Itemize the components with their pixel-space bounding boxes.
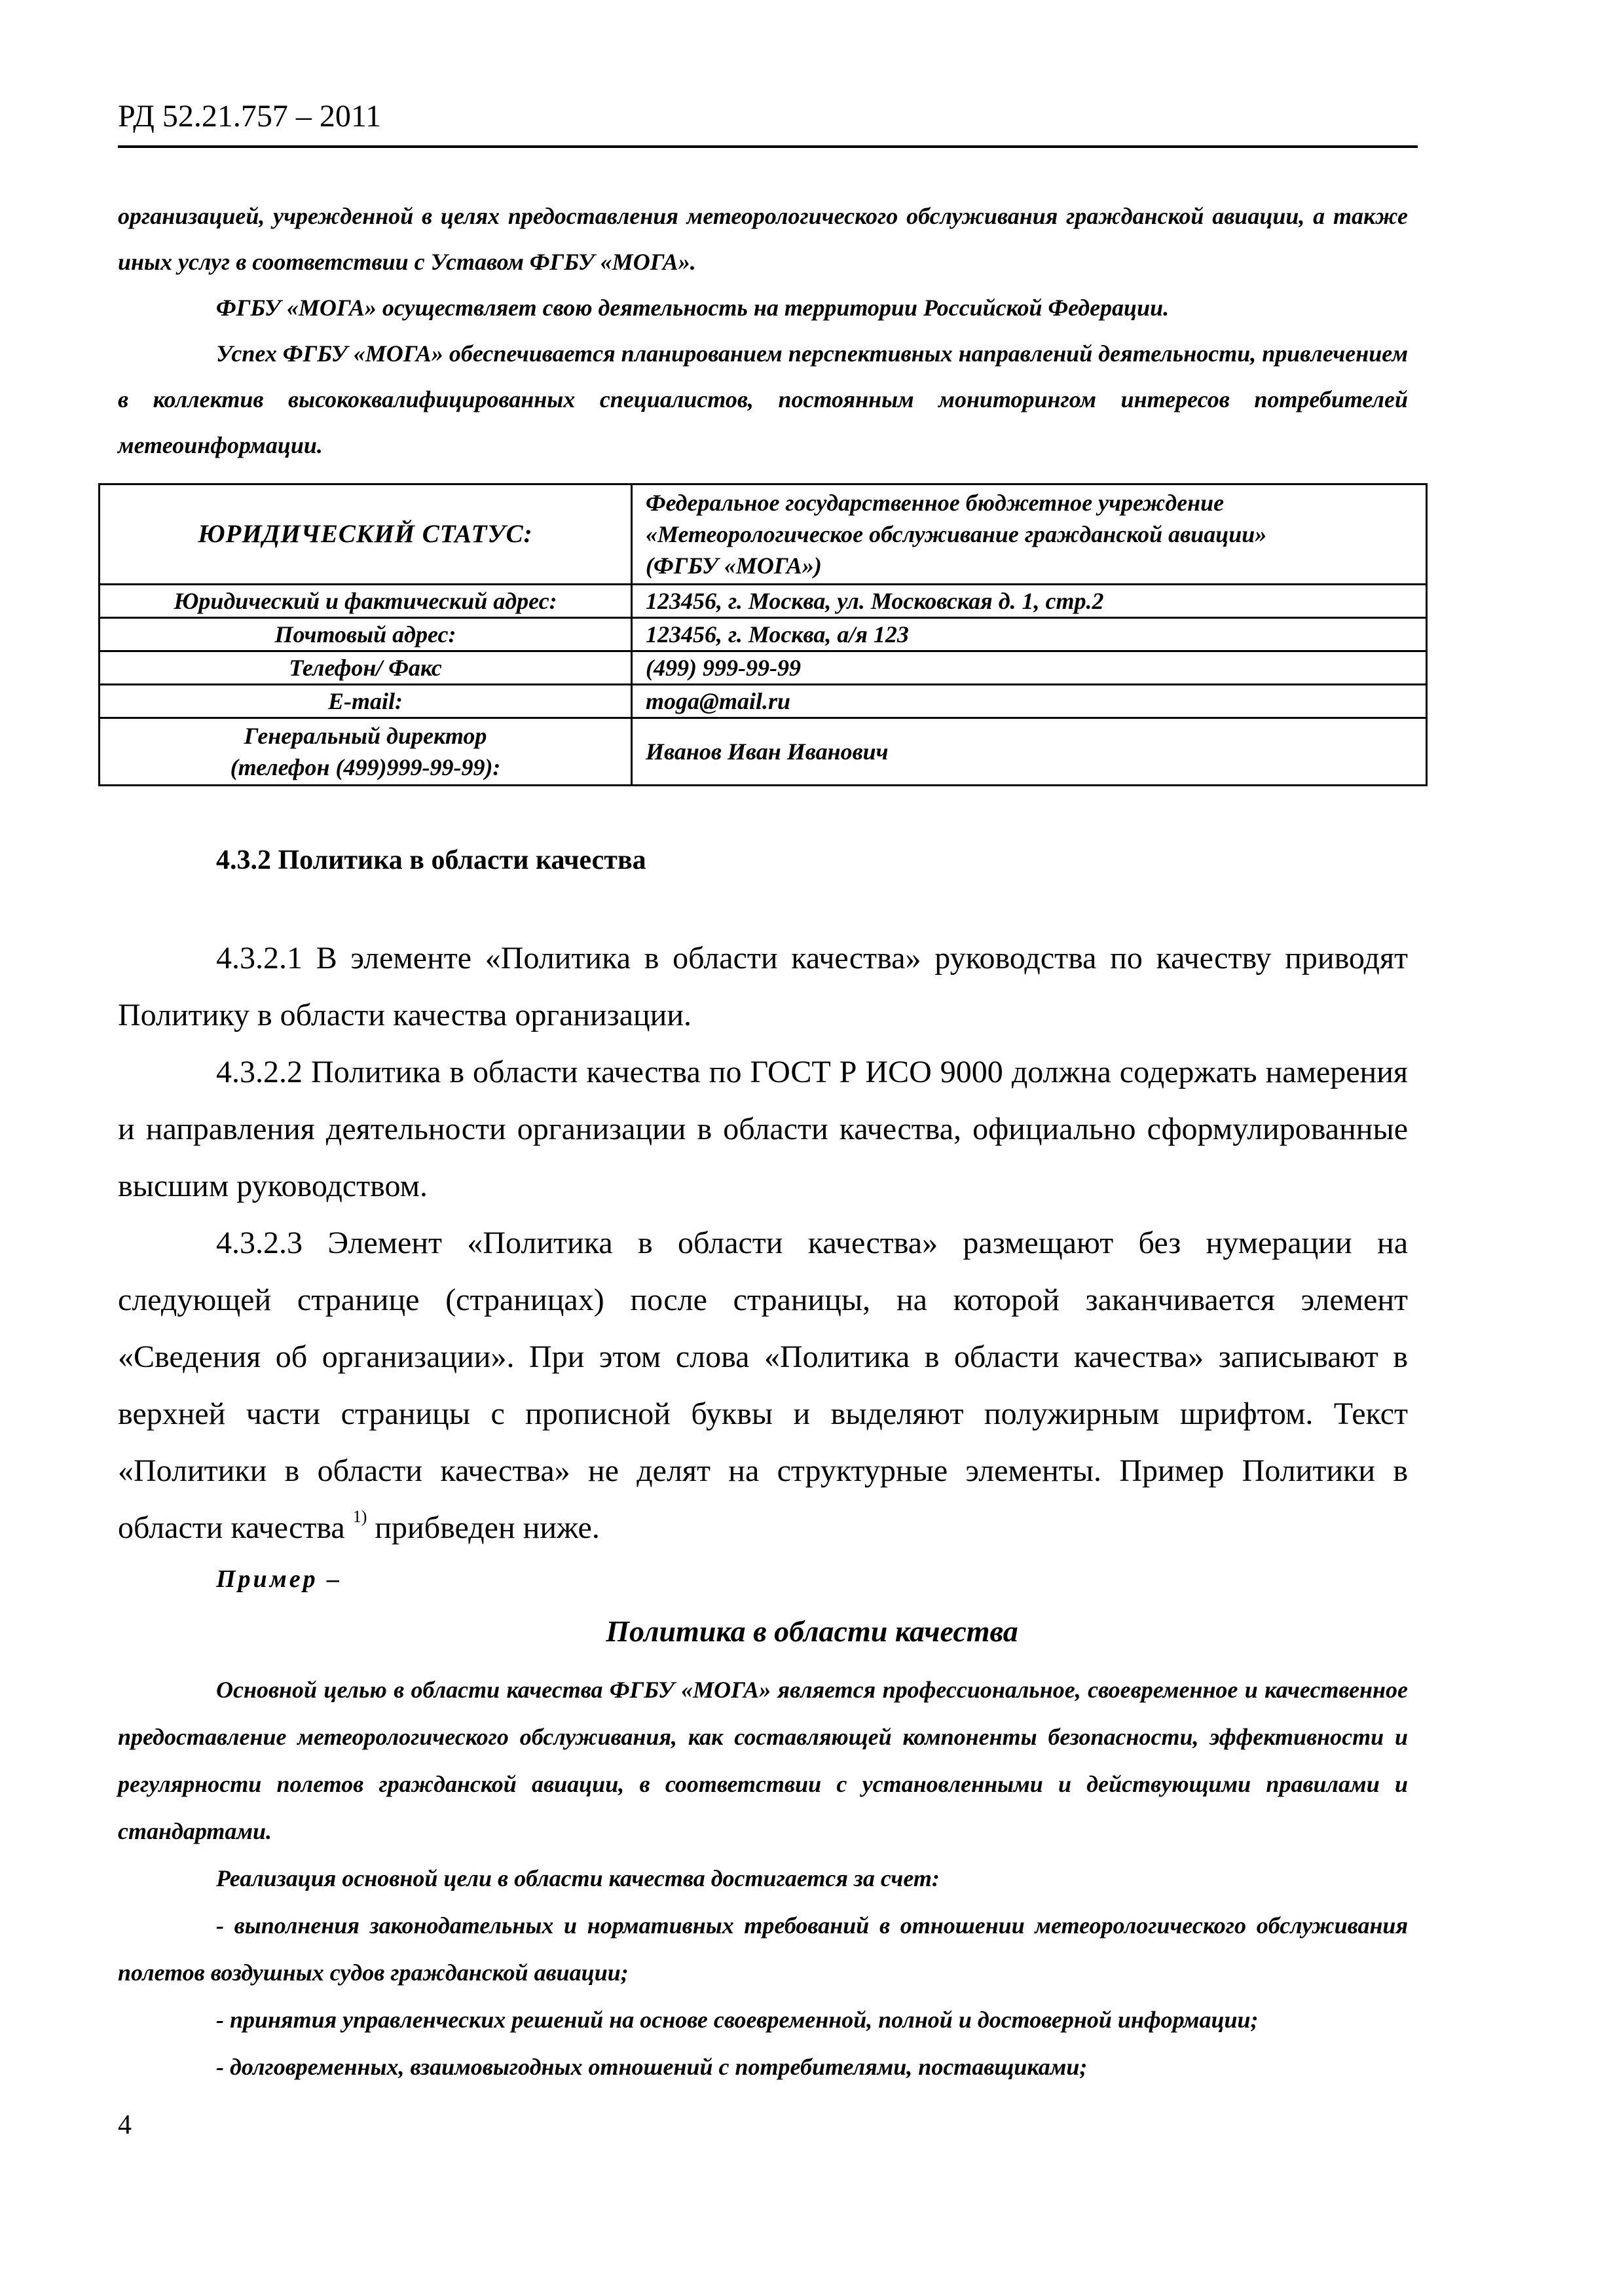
status-line-3: (ФГБУ «МОГА») bbox=[646, 553, 822, 579]
section-body bbox=[118, 930, 1408, 1556]
table-row bbox=[100, 484, 1427, 585]
email-label: E-mail: bbox=[100, 685, 632, 718]
organization-info-table bbox=[98, 483, 1428, 786]
address-value: 123456, г. Москва, ул. Московская д. 1, стр.2 bbox=[632, 585, 1427, 618]
table-row bbox=[100, 651, 1427, 685]
section-paragraph-2: 4.3.2.2 Политика в области качества по ГОСТ Р ИСО 9000 должна содержать намерения и направления деятельности организации в области качества, официально сформулированные высшим руководством. bbox=[118, 1055, 1408, 1203]
document-code: РД 52.21.757 – 2011 bbox=[118, 99, 382, 134]
example-paragraph-1: Основной целью в области качества ФГБУ «МОГА» является профессиональное, своевременное и качественное предоставление метеорологического обслуживания, как составляющей компоненты безопасности, эффективности и регулярности полетов гражданской авиации, в соответствии с установленными и действующими правилами и стандартами. bbox=[118, 1677, 1408, 1844]
intro-paragraph-2: ФГБУ «МОГА» осуществляет свою деятельность на территории Российской Федерации. bbox=[216, 295, 1170, 321]
section-title: 4.3.2 Политика в области качества bbox=[216, 845, 646, 875]
status-line-2: «Метеорологическое обслуживание гражданской авиации» bbox=[646, 521, 1267, 547]
table-row bbox=[100, 618, 1427, 651]
example-paragraph-4: - принятия управленческих решений на основе своевременной, полной и достоверной информации; bbox=[216, 2007, 1259, 2033]
footnote-marker: 1) bbox=[352, 1507, 367, 1526]
header-divider bbox=[118, 145, 1418, 148]
example-paragraph-5: - долговременных, взаимовыгодных отношений с потребителями, поставщиками; bbox=[216, 2054, 1088, 2080]
address-label: Юридический и фактический адрес: bbox=[100, 585, 632, 618]
intro-paragraph-3: Успех ФГБУ «МОГА» обеспечивается планированием перспективных направлений деятельности, привлечением в коллектив высококвалифицированных специалистов, постоянным мониторингом интересов потребителей метеоинформации. bbox=[118, 340, 1408, 458]
section-paragraph-1: 4.3.2.1 В элементе «Политика в области качества» руководства по качеству приводят Политику в области качества организации. bbox=[118, 941, 1408, 1032]
intro-paragraph-1: организацией, учрежденной в целях предоставления метеорологического обслуживания гражданской авиации, а также иных услуг в соответствии с Уставом ФГБУ «МОГА». bbox=[118, 203, 1408, 275]
phone-label: Телефон/ Факс bbox=[100, 651, 632, 685]
example-body bbox=[118, 1666, 1408, 2090]
director-label-line-1: Генеральный директор bbox=[244, 723, 487, 749]
example-title: Политика в области качества bbox=[606, 1614, 1018, 1648]
table-row bbox=[100, 718, 1427, 786]
section-paragraph-3-text: 4.3.2.3 Элемент «Политика в области качества» размещают без нумерации на следующей странице (страницах) после страницы, на которой заканчивается элемент «Сведения об организации». При этом слова «Политика в области качества» записывают в верхней части страницы с прописной буквы и выделяют полужирным шрифтом. Текст «Политики в области качества» не делят на структурные элементы. Пример Политики в области качества bbox=[118, 1226, 1408, 1545]
director-label bbox=[100, 718, 632, 786]
example-label: Пример – bbox=[216, 1565, 342, 1593]
status-line-1: Федеральное государственное бюджетное учреждение bbox=[646, 490, 1225, 516]
postal-label: Почтовый адрес: bbox=[100, 618, 632, 651]
postal-value: 123456, г. Москва, а/я 123 bbox=[632, 618, 1427, 651]
table-row bbox=[100, 685, 1427, 718]
section-paragraph-3 bbox=[118, 1214, 1408, 1556]
phone-value: (499) 999-99-99 bbox=[632, 651, 1427, 685]
email-value: moga@mail.ru bbox=[632, 685, 1427, 718]
example-paragraph-2: Реализация основной цели в области качества достигается за счет: bbox=[216, 1865, 940, 1891]
legal-status-label: ЮРИДИЧЕСКИЙ СТАТУС: bbox=[100, 484, 632, 585]
section-paragraph-3-end: прибведен ниже. bbox=[367, 1510, 600, 1545]
example-paragraph-3: - выполнения законодательных и нормативных требований в отношении метеорологического обслуживания полетов воздушных судов гражданской авиации; bbox=[118, 1912, 1408, 1986]
director-label-line-2: (телефон (499)999-99-99): bbox=[230, 754, 501, 780]
page-number: 4 bbox=[118, 2110, 132, 2140]
legal-status-value bbox=[632, 484, 1427, 585]
intro-text bbox=[118, 193, 1408, 468]
director-value: Иванов Иван Иванович bbox=[632, 718, 1427, 786]
table-row bbox=[100, 585, 1427, 618]
